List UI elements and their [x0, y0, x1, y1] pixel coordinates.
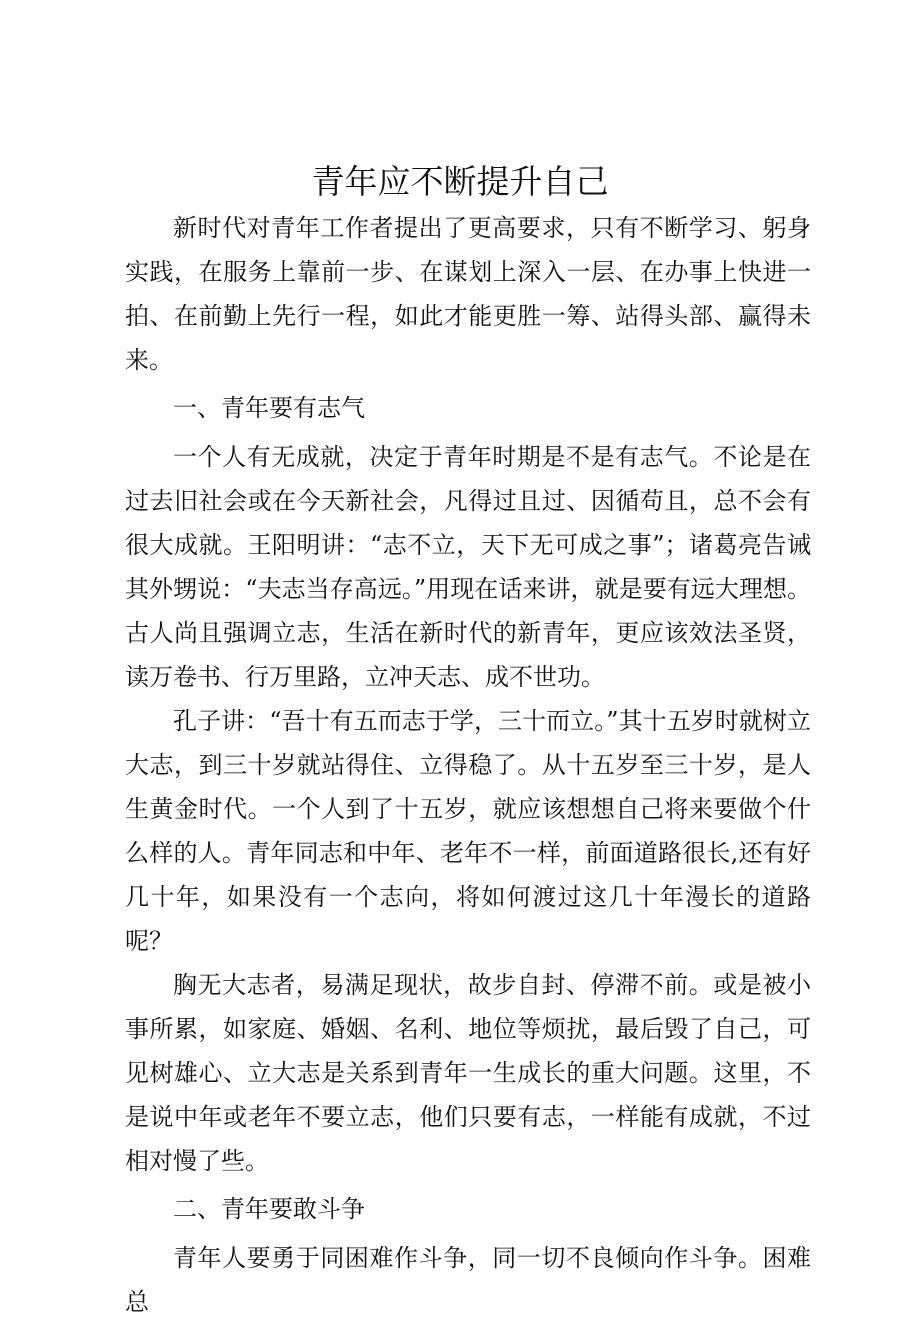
intro-paragraph: 新时代对青年工作者提出了更高要求，只有不断学习、躬身实践，在服务上靠前一步、在谋划上深入一层、在办事上快进一拍、在前勤上先行一程，如此才能更胜一筹、站得头部、赢得未来。 [125, 214, 811, 374]
section1-paragraph-2: 孔子讲：“吾十有五而志于学，三十而立。”其十五岁时就树立大志，到三十岁就站得住、立得稳了。从十五岁至三十岁，是人生黄金时代。一个人到了十五岁，就应该想想自己将来要做个什么样的人。青年同志和中年、老年不一样，前面道路很长,还有好几十年，如果没有一个志向，将如何渡过这几十年漫长的道路呢？ [125, 707, 811, 955]
section2-paragraph-1: 青年人要勇于同困难作斗争，同一切不良倾向作斗争。困难总 [125, 1244, 811, 1316]
section1-paragraph-3: 胸无大志者，易满足现状，故步自封、停滞不前。或是被小事所累，如家庭、婚姻、名利、地位等烦扰，最后毁了自己，可见树雄心、立大志是关系到青年一生成长的重大问题。这里，不是说中年或老年不要立志，他们只要有志，一样能有成就，不过相对慢了些。 [125, 971, 811, 1175]
document-title: 青年应不断提升自己 [311, 162, 609, 201]
section-heading-1: 一、青年要有志气 [173, 394, 365, 422]
section-heading-2: 二、青年要敢斗争 [173, 1195, 365, 1223]
section1-paragraph-1: 一个人有无成就，决定于青年时期是不是有志气。不论是在过去旧社会或在今天新社会，凡得过且过、因循苟且，总不会有很大成就。王阳明讲：“志不立，天下无可成之事”；诸葛亮告诫其外甥说：“夫志当存高远。”用现在话来讲，就是要有远大理想。古人尚且强调立志，生活在新时代的新青年，更应该效法圣贤，读万卷书、行万里路，立冲天志、成不世功。 [125, 443, 811, 691]
document-body [125, 206, 811, 1324]
